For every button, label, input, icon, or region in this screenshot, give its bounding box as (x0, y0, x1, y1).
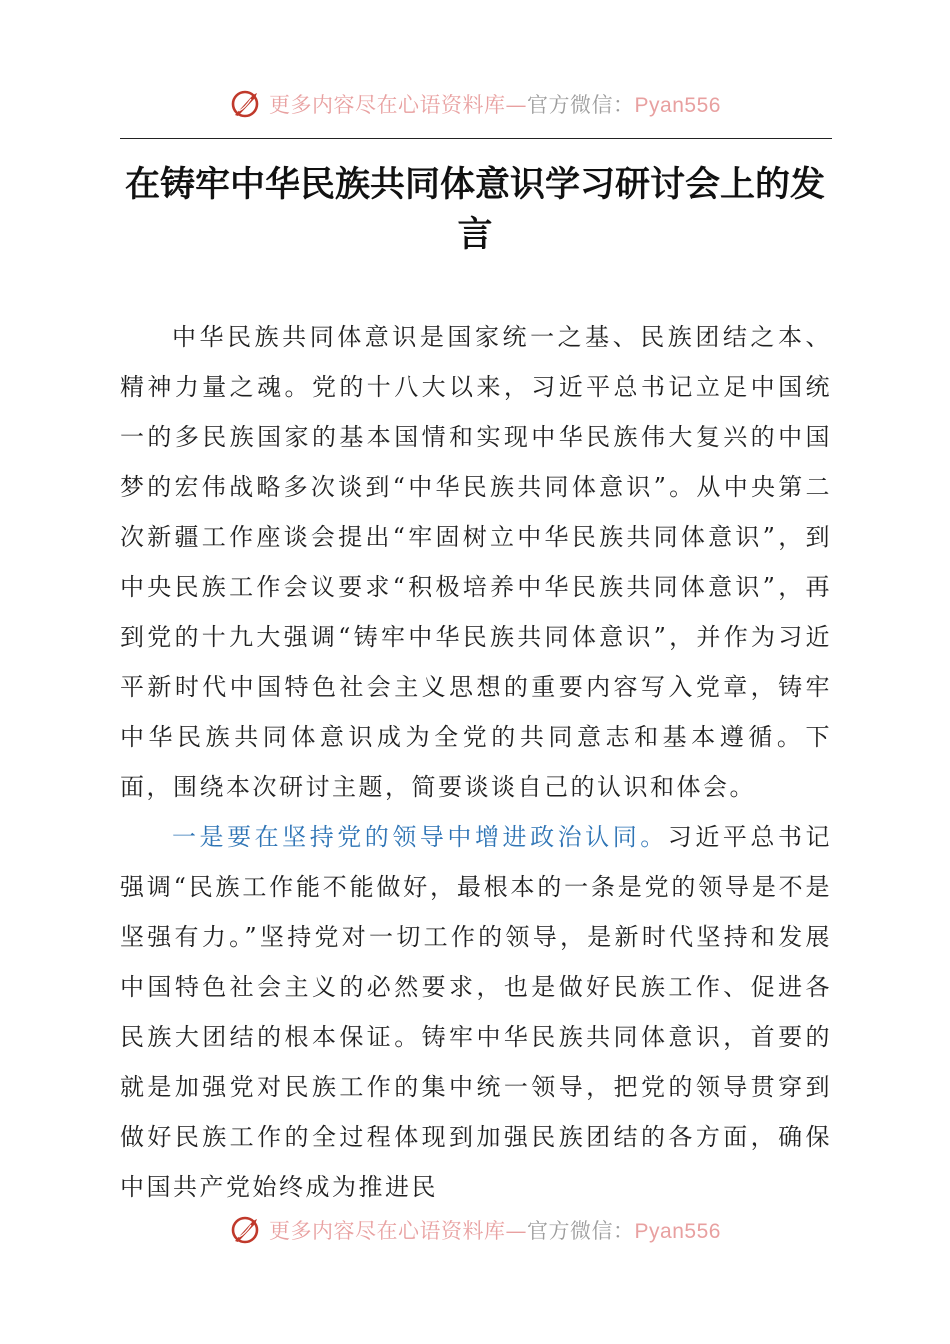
header-banner (0, 84, 950, 124)
paragraph (120, 812, 832, 1212)
banner-text (269, 89, 721, 119)
paragraph (120, 312, 832, 812)
document-title: 在铸牢中华民族共同体意识学习研讨会上的发言 (124, 164, 825, 255)
paragraph-text: 中华民族共同体意识是国家统一之基、民族团结之本、精神力量之魂。党的十八大以来，习近平总书记立足中国统一的多民族国家的基本国情和实现中华民族伟大复兴的中国梦的宏伟战略多次谈到“中华民族共同体意识”。从中央第二次新疆工作座谈会提出“牢固树立中华民族共同体意识”，到中央民族工作会议要求“积极培养中华民族共同体意识”，再到党的十九大强调“铸牢中华民族共同体意识”，并作为习近平新时代中国特色社会主义思想的重要内容写入党章，铸牢中华民族共同体意识成为全党的共同意志和基本遵循。下面，围绕本次研讨主题，简要谈谈自己的认识和体会。 (120, 323, 832, 801)
footer-banner (0, 1210, 950, 1250)
paragraph-lead-in: 一是要在坚持党的领导中增进政治认同。 (172, 823, 668, 851)
quill-logo-icon (229, 87, 263, 121)
banner-wechat-id: Pyan556 (634, 1220, 721, 1243)
quill-logo-icon (229, 1213, 263, 1247)
banner-wechat-label: 官方微信： (527, 1219, 635, 1243)
banner-slogan: 更多内容尽在心语资料库— (269, 1219, 528, 1243)
paragraph-text: 习近平总书记强调“民族工作能不能做好，最根本的一条是党的领导是不是坚强有力。”坚持党对一切工作的领导，是新时代坚持和发展中国特色社会主义的必然要求，也是做好民族工作、促进各民族大团结的根本保证。铸牢中华民族共同体意识，首要的就是加强党对民族工作的集中统一领导，把党的领导贯穿到做好民族工作的全过程体现到加强民族团结的各方面，确保中国共产党始终成为推进民 (120, 823, 832, 1201)
header-divider (120, 138, 832, 139)
banner-wechat-label: 官方微信： (527, 93, 635, 117)
banner-text (269, 1215, 721, 1245)
banner-wechat-id: Pyan556 (634, 94, 721, 117)
banner-slogan: 更多内容尽在心语资料库— (269, 93, 528, 117)
document-body (120, 312, 832, 1212)
